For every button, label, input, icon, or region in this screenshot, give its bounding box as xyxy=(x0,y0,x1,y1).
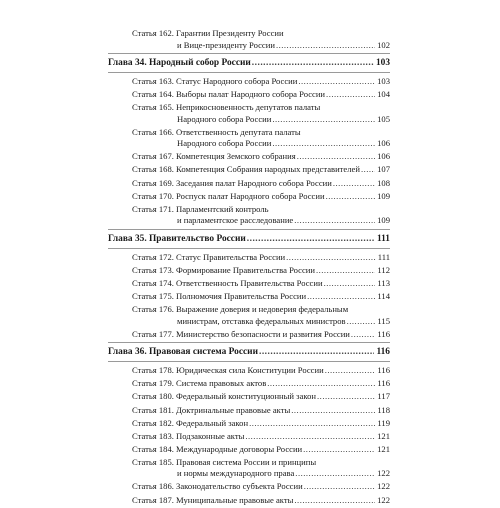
dot-leader xyxy=(351,329,376,341)
chapter-title: Глава 36. Правовая система России xyxy=(108,347,258,358)
page-number: 109 xyxy=(377,190,390,201)
article-title-line: Статья 177. Министерство безопасности и развития России xyxy=(132,328,350,339)
page-number: 103 xyxy=(377,76,390,86)
article-title-line: Статья 172. Статус Правительства России xyxy=(132,251,286,262)
divider xyxy=(108,361,390,362)
article-title-line: Статья 187. Муниципальные правовые акты xyxy=(132,494,294,505)
page-number: 116 xyxy=(377,328,390,339)
page-number: 102 xyxy=(377,39,390,50)
dot-leader xyxy=(324,278,376,290)
dot-leader xyxy=(245,431,375,443)
dot-leader xyxy=(276,40,375,52)
dot-leader xyxy=(297,151,375,163)
article-title-line: Статья 185. Правовая система России и принципы xyxy=(132,456,317,467)
toc-article-entry[interactable] xyxy=(108,457,390,480)
toc-article-entry[interactable] xyxy=(108,391,390,403)
page-number: 118 xyxy=(377,404,390,415)
dot-leader xyxy=(295,468,375,480)
dot-leader xyxy=(272,114,375,126)
page-number: 122 xyxy=(377,468,390,479)
toc-article-entry[interactable] xyxy=(108,481,390,493)
toc-article-entry[interactable] xyxy=(108,365,390,377)
article-title-line: Статья 176. Выражение доверия и недоверия федеральным xyxy=(132,304,349,315)
article-title-line: и парламентское расследование xyxy=(177,215,294,226)
page-number: 106 xyxy=(377,138,390,149)
toc-chapter-entry[interactable] xyxy=(108,57,390,70)
toc-article-entry[interactable] xyxy=(108,431,390,443)
toc-article-entry[interactable] xyxy=(108,329,390,341)
dot-leader xyxy=(307,291,375,303)
dot-leader xyxy=(249,418,375,430)
dot-leader xyxy=(252,57,374,70)
toc-article-entry[interactable] xyxy=(108,278,390,290)
dot-leader xyxy=(294,215,375,227)
toc-article-entry[interactable] xyxy=(108,191,390,203)
page-number: 122 xyxy=(377,481,390,492)
page-number: 111 xyxy=(376,233,390,244)
toc-article-entry[interactable] xyxy=(108,178,390,190)
page-number: 116 xyxy=(376,347,390,358)
article-title-line: Статья 183. Подзаконные акты xyxy=(132,430,245,441)
dot-leader xyxy=(286,252,376,264)
article-title-line: Статья 174. Ответственность Правительства России xyxy=(132,277,323,288)
article-title-line: Статья 178. Юридическая сила Конституции России xyxy=(132,365,324,376)
toc-article-entry[interactable] xyxy=(108,204,390,227)
article-title-line: Статья 168. Компетенция Собрания народных представителей xyxy=(132,164,360,175)
page-number: 116 xyxy=(377,365,390,376)
chapter-title: Глава 34. Народный собор России xyxy=(108,58,251,68)
dot-leader xyxy=(294,495,375,507)
page-number: 115 xyxy=(377,315,390,326)
page-number: 108 xyxy=(377,177,390,188)
toc-article-entry[interactable] xyxy=(108,304,390,327)
dot-leader xyxy=(347,316,376,328)
toc-article-entry[interactable] xyxy=(108,444,390,456)
article-title-line: Статья 182. Федеральный закон xyxy=(132,417,249,428)
toc-article-entry[interactable] xyxy=(108,89,390,101)
toc-article-entry[interactable] xyxy=(108,265,390,277)
article-title-line: Статья 162. Гарантии Президенту России xyxy=(132,28,284,38)
page-number: 111 xyxy=(377,251,390,262)
dot-leader xyxy=(247,233,375,246)
divider xyxy=(108,229,390,230)
article-title-line: Статья 164. Выборы палат Народного собора России xyxy=(132,89,326,100)
divider xyxy=(108,248,390,249)
dot-leader xyxy=(316,265,375,277)
page-number: 116 xyxy=(377,378,390,389)
article-title-line: министрам, отставка федеральных министров xyxy=(177,315,346,326)
page-number: 117 xyxy=(377,391,390,402)
dot-leader xyxy=(259,346,374,359)
page-number: 113 xyxy=(377,277,390,288)
toc-article-entry[interactable] xyxy=(108,102,390,125)
page-number: 105 xyxy=(377,113,390,124)
dot-leader xyxy=(361,164,375,176)
article-title-line: Статья 175. Полномочия Правительства России xyxy=(132,291,307,302)
dot-leader xyxy=(272,138,375,150)
toc-article-entry[interactable] xyxy=(108,418,390,430)
article-title-line: Статья 171. Парламентский контроль xyxy=(132,203,269,214)
toc-article-entry[interactable] xyxy=(108,164,390,176)
page-number: 104 xyxy=(377,89,390,100)
article-title-line: Статья 167. Компетенция Земского собрания xyxy=(132,151,296,162)
page-number: 119 xyxy=(377,417,390,428)
toc-article-entry[interactable] xyxy=(108,291,390,303)
page-number: 106 xyxy=(377,151,390,162)
article-title-line: и Вице-президенту России xyxy=(177,39,275,50)
dot-leader xyxy=(317,391,375,403)
dot-leader xyxy=(333,178,375,190)
article-title-line: и нормы международного права xyxy=(177,468,295,479)
article-title-line: Статья 170. Роспуск палат Народного собора России xyxy=(132,190,325,201)
dot-leader xyxy=(304,481,375,493)
article-title-line: Народного собора России xyxy=(177,138,272,149)
page-number: 121 xyxy=(377,430,390,441)
page-number: 112 xyxy=(377,264,390,275)
dot-leader xyxy=(326,89,375,101)
divider xyxy=(108,72,390,73)
toc-article-entry[interactable] xyxy=(108,151,390,163)
dot-leader xyxy=(267,378,375,390)
chapter-title: Глава 35. Правительство России xyxy=(108,233,246,244)
page-number: 121 xyxy=(377,443,390,454)
toc-article-entry[interactable] xyxy=(108,378,390,390)
article-title-line: Народного собора России xyxy=(177,113,272,124)
article-title-line: Статья 163. Статус Народного собора России xyxy=(132,76,298,86)
toc-article-entry[interactable] xyxy=(108,127,390,150)
dot-leader xyxy=(298,76,375,88)
toc-article-entry[interactable] xyxy=(108,28,390,51)
toc-article-entry[interactable] xyxy=(108,495,390,507)
toc-article-entry[interactable] xyxy=(108,252,390,264)
toc-article-entry[interactable] xyxy=(108,405,390,417)
toc-article-entry[interactable] xyxy=(108,76,390,88)
divider xyxy=(108,342,390,343)
article-title-line: Статья 179. Система правовых актов xyxy=(132,378,267,389)
article-title-line: Статья 165. Неприкосновенность депутатов палаты xyxy=(132,102,321,113)
dot-leader xyxy=(326,191,376,203)
page-number: 107 xyxy=(377,164,390,175)
page-number: 114 xyxy=(377,291,390,302)
page-number: 109 xyxy=(377,215,390,226)
article-title-line: Статья 181. Доктринальные правовые акты xyxy=(132,404,291,415)
divider xyxy=(108,53,390,54)
article-title-line: Статья 186. Законодательство субъекта России xyxy=(132,481,303,492)
article-title-line: Статья 169. Заседания палат Народного собора России xyxy=(132,177,332,188)
article-title-line: Статья 166. Ответственность депутата палаты xyxy=(132,126,301,137)
table-of-contents xyxy=(108,28,390,508)
page-number: 103 xyxy=(375,58,390,68)
dot-leader xyxy=(291,405,375,417)
toc-chapter-entry[interactable] xyxy=(108,233,390,246)
article-title-line: Статья 173. Формирование Правительства России xyxy=(132,264,315,275)
article-title-line: Статья 180. Федеральный конституционный закон xyxy=(132,391,317,402)
page-number: 122 xyxy=(377,494,390,505)
dot-leader xyxy=(303,444,375,456)
dot-leader xyxy=(325,365,376,377)
toc-chapter-entry[interactable] xyxy=(108,346,390,359)
article-title-line: Статья 184. Международные договоры России xyxy=(132,443,303,454)
